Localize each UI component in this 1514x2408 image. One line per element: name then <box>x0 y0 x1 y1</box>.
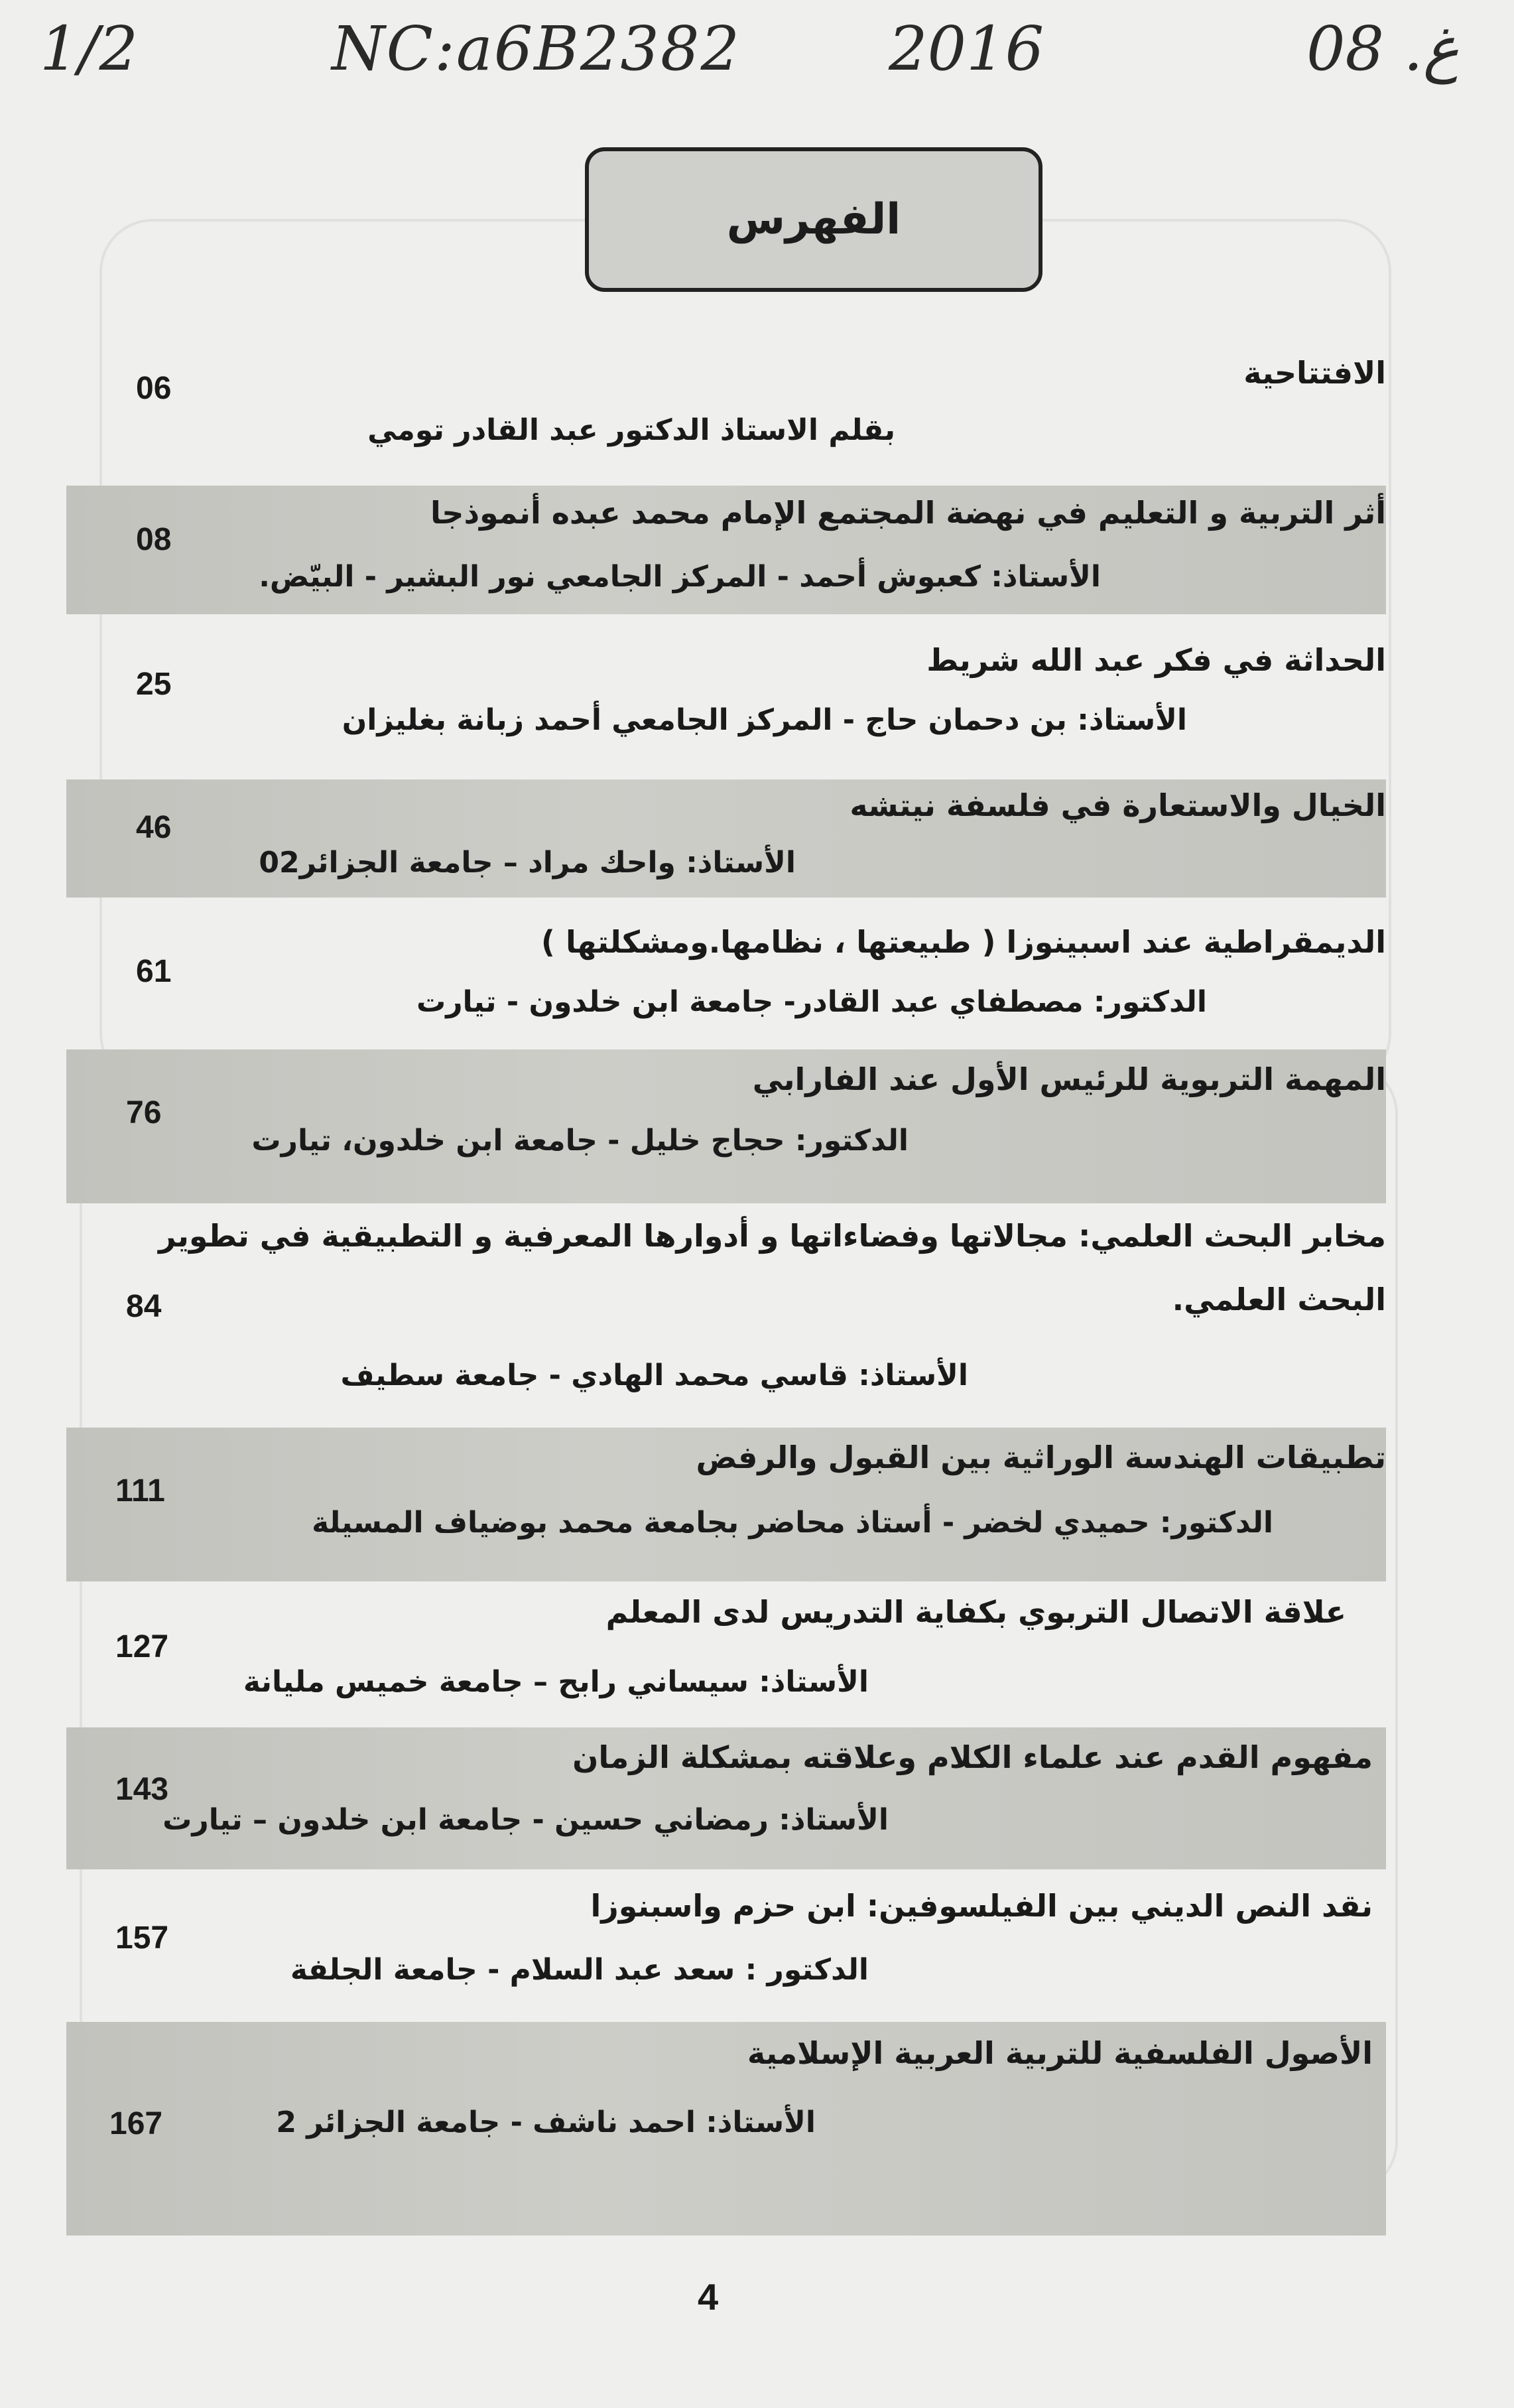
toc-entry <box>66 1214 1386 1413</box>
entry-author: الأستاذ: واحك مراد – جامعة الجزائر02 <box>259 846 796 880</box>
handwritten-folio: 1/2 <box>40 13 139 84</box>
toc-entry <box>66 1049 1386 1203</box>
entry-page: 111 <box>115 1473 165 1508</box>
entry-page: 76 <box>126 1095 162 1130</box>
entry-page: 06 <box>136 371 172 406</box>
toc-entry <box>66 1727 1386 1869</box>
entry-page: 157 <box>115 1920 169 1956</box>
entry-title: نقد النص الديني بين الفيلسوفين: ابن حزم واسبنوزا <box>590 1888 1373 1924</box>
entry-title-continued: البحث العلمي. <box>1172 1282 1386 1317</box>
entry-author: الدكتور: حجاج خليل - جامعة ابن خلدون، تيارت <box>251 1124 909 1158</box>
handwritten-code: غ. 08 <box>1306 13 1460 84</box>
entry-author: الأستاذ: قاسي محمد الهادي - جامعة سطيف <box>340 1359 968 1392</box>
entry-page: 84 <box>126 1289 162 1324</box>
page-number: 4 <box>698 2276 719 2318</box>
entry-page: 143 <box>115 1772 169 1807</box>
toc-title-box <box>585 147 1042 292</box>
toc-entry <box>66 1428 1386 1581</box>
toc-entry <box>66 486 1386 614</box>
toc-entry <box>66 1589 1386 1721</box>
entry-author: الأستاذ: كعبوش أحمد - المركز الجامعي نور البشير - البيّض. <box>259 560 1101 594</box>
entry-title: مخابر البحث العلمي: مجالاتها وفضاءاتها و أدوارها المعرفية و التطبيقية في تطوير <box>158 1218 1386 1254</box>
toc-entry <box>66 2022 1386 2236</box>
toc-entry <box>66 779 1386 898</box>
entry-title: الديمقراطية عند اسبينوزا ( طبيعتها ، نظامها.ومشكلتها ) <box>540 924 1386 960</box>
entry-title: الأصول الفلسفية للتربية العربية الإسلامية <box>747 2035 1373 2071</box>
entry-author: الأستاذ: بن دحمان حاج - المركز الجامعي أحمد زبانة بغليزان <box>342 703 1187 737</box>
entry-title: مفهوم القدم عند علماء الكلام وعلاقته بمشكلة الزمان <box>572 1739 1373 1775</box>
entry-title: الحداثة في فكر عبد الله شريط <box>926 642 1386 678</box>
handwritten-year: 2016 <box>889 13 1044 84</box>
entry-author: الأستاذ: رمضاني حسين - جامعة ابن خلدون – تيارت <box>162 1803 889 1837</box>
toc-entry <box>66 637 1386 756</box>
entry-author: بقلم الاستاذ الدكتور عبد القادر تومي <box>367 413 895 447</box>
entry-author: الأستاذ: سيساني رابح – جامعة خميس مليانة <box>243 1665 869 1699</box>
entry-title: تطبيقات الهندسة الوراثية بين القبول والرفض <box>696 1439 1386 1475</box>
entry-title: الافتتاحية <box>1243 355 1386 391</box>
entry-page: 08 <box>136 522 172 557</box>
entry-page: 46 <box>136 810 172 845</box>
toc-entry <box>66 919 1386 1038</box>
handwritten-call-number: NC:a6B2382 <box>332 13 741 84</box>
entry-title: الخيال والاستعارة في فلسفة نيتشه <box>850 787 1386 823</box>
entry-author: الدكتور : سعد عبد السلام - جامعة الجلفة <box>290 1953 869 1987</box>
entry-page: 167 <box>109 2106 163 2141</box>
toc-entry <box>66 1883 1386 2009</box>
entry-title: أثر التربية و التعليم في نهضة المجتمع الإمام محمد عبده أنموذجا <box>430 495 1386 531</box>
entry-author: الدكتور: مصطفاي عبد القادر- جامعة ابن خلدون - تيارت <box>416 985 1207 1019</box>
entry-title: علاقة الاتصال التربوي بكفاية التدريس لدى المعلم <box>605 1594 1346 1630</box>
entry-title: المهمة التربوية للرئيس الأول عند الفارابي <box>752 1061 1386 1097</box>
toc-title: الفهرس <box>726 195 901 244</box>
toc-entry <box>66 345 1386 464</box>
entry-author: الأستاذ: احمد ناشف - جامعة الجزائر 2 <box>276 2106 816 2139</box>
entry-page: 127 <box>115 1629 169 1664</box>
entry-page: 25 <box>136 667 172 702</box>
entry-page: 61 <box>136 954 172 989</box>
entry-author: الدكتور: حميدي لخضر - أستاذ محاضر بجامعة محمد بوضياف المسيلة <box>312 1506 1273 1540</box>
